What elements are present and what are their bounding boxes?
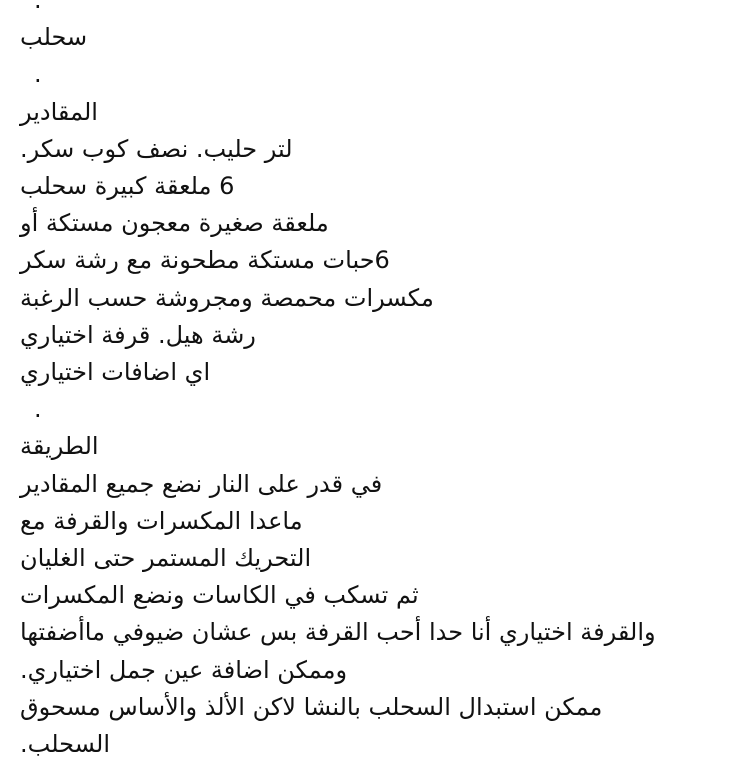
method-line: السحلب.: [20, 730, 111, 759]
ingredients-heading: المقادير: [20, 97, 98, 126]
method-line: والقرفة اختياري أنا حدا أحب القرفة بس عشان ضيوفي ماأضفتها: [20, 618, 656, 647]
method-line: ماعدا المكسرات والقرفة مع: [20, 506, 303, 535]
recipe-title: سحلب: [20, 23, 88, 52]
method-line: ثم تسكب في الكاسات ونضع المكسرات: [20, 581, 419, 610]
ingredient-line: لتر حليب. نصف كوب سكر.: [20, 134, 293, 163]
ingredient-line: اي اضافات اختياري: [20, 358, 211, 387]
separator-dot: .: [34, 395, 42, 424]
method-line: ممكن استبدال السحلب بالنشا لاكن الألذ والأساس مسحوق: [20, 692, 603, 721]
ingredient-line: 6 ملعقة كبيرة سحلب: [20, 172, 235, 201]
ingredient-line: 6حبات مستكة مطحونة مع رشة سكر: [20, 246, 390, 275]
ingredient-line: مكسرات محمصة ومجروشة حسب الرغبة: [20, 283, 434, 312]
method-line: التحريك المستمر حتى الغليان: [20, 544, 312, 573]
ingredient-line: رشة هيل. قرفة اختياري: [20, 320, 256, 349]
method-heading: الطريقة: [20, 432, 99, 461]
ingredient-line: ملعقة صغيرة معجون مستكة أو: [20, 209, 329, 238]
method-line: في قدر على النار نضع جميع المقادير: [20, 469, 383, 498]
method-line: وممكن اضافة عين جمل اختياري.: [20, 655, 348, 684]
separator-dot: .: [34, 60, 42, 89]
separator-dot: .: [34, 0, 42, 14]
